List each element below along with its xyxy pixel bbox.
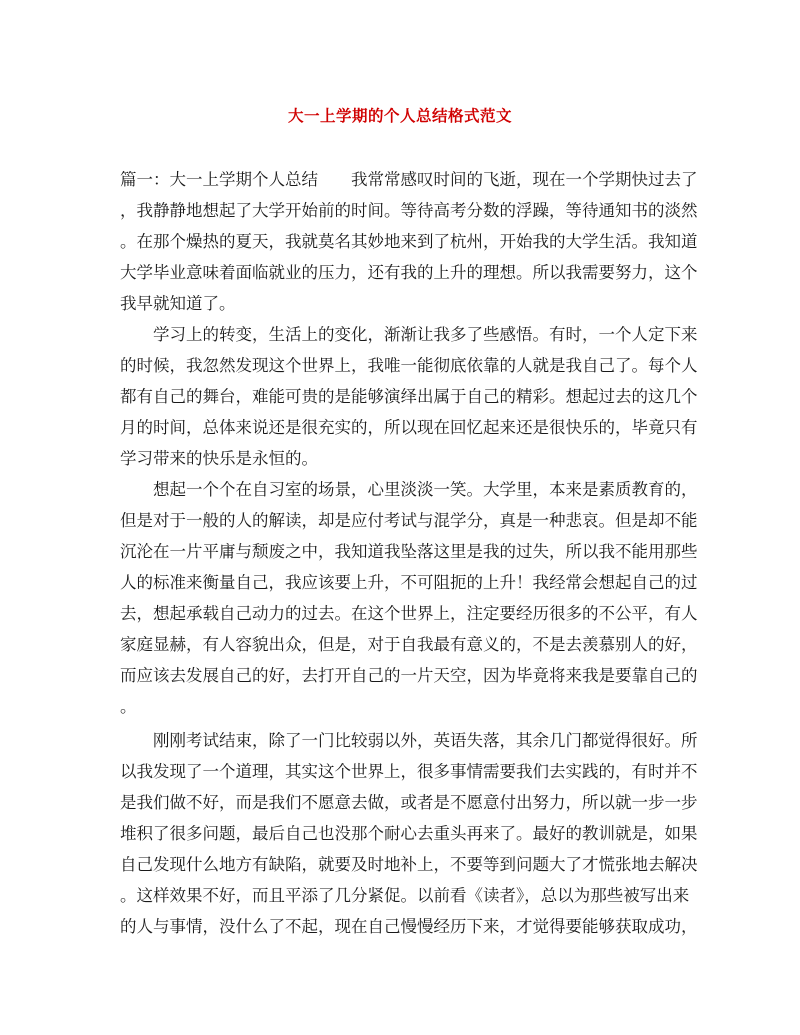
text-line: 而应该去发展自己的好，去打开自己的一片天空，因为毕竟将来我是要靠自己的 <box>120 666 698 685</box>
text-line: 自己发现什么地方有缺陷，就要及时地补上，不要等到问题大了才慌张地去解决 <box>120 855 698 874</box>
text-line: 我早就知道了。 <box>120 294 236 313</box>
document-title: 大一上学期的个人总结格式范文 <box>287 106 512 125</box>
text-line: 去，想起承载自己动力的过去。在这个世界上，注定要经历很多的不公平，有人 <box>120 604 698 623</box>
text-line: 篇一：大一上学期个人总结 我常常感叹时间的飞逝，现在一个学期快过去了 <box>120 170 698 189</box>
text-line: 。这样效果不好，而且平添了几分紧促。以前看《读者》，总以为那些被写出来 <box>120 886 690 905</box>
text-line: 是我们做不好，而是我们不愿意去做，或者是不愿意付出努力，所以就一步一步 <box>120 793 698 812</box>
text-line: 的时候，我忽然发现这个世界上，我唯一能彻底依靠的人就是我自己了。每个人 <box>120 356 698 375</box>
text-line: 月的时间，总体来说还是很充实的，所以现在回忆起来还是很快乐的，毕竟只有 <box>120 418 698 437</box>
text-line: 以我发现了一个道理，其实这个世界上，很多事情需要我们去实践的，有时并不 <box>120 762 698 781</box>
text-line: 大学毕业意味着面临就业的压力，还有我的上升的理想。所以我需要努力，这个 <box>120 263 698 282</box>
text-line: 。 <box>120 697 137 716</box>
text-line: 都有自己的舞台，难能可贵的是能够演绎出属于自己的精彩。想起过去的这几个 <box>120 387 698 406</box>
text-line: 刚刚考试结束，除了一门比较弱以外，英语失落，其余几门都觉得很好。所 <box>120 731 698 750</box>
text-line: 人的标准来衡量自己，我应该要上升，不可阻扼的上升！我经常会想起自己的过 <box>120 573 698 592</box>
text-line: 但是对于一般的人的解读，却是应付考试与混学分，真是一种悲哀。但是却不能 <box>120 511 698 530</box>
text-line: 想起一个个在自习室的场景，心里淡淡一笑。大学里，本来是素质教育的， <box>120 480 698 499</box>
text-line: 家庭显赫，有人容貌出众，但是，对于自我最有意义的，不是去羡慕别人的好， <box>120 635 698 654</box>
text-line: 。在那个燥热的夏天，我就莫名其妙地来到了杭州，开始我的大学生活。我知道 <box>120 232 698 251</box>
text-line: 的人与事情，没什么了不起，现在自己慢慢经历下来，才觉得要能够获取成功， <box>120 917 698 936</box>
text-line: 学习带来的快乐是永恒的。 <box>120 449 318 468</box>
text-line: 堆积了很多问题，最后自己也没那个耐心去重头再来了。最好的教训就是，如果 <box>120 824 698 843</box>
text-line: 学习上的转变，生活上的变化，渐渐让我多了些感悟。有时，一个人定下来 <box>120 325 698 344</box>
text-line: 沉沦在一片平庸与颓废之中，我知道我坠落这里是我的过失，所以我不能用那些 <box>120 542 698 561</box>
text-line: ，我静静地想起了大学开始前的时间。等待高考分数的浮躁，等待通知书的淡然 <box>120 201 698 220</box>
